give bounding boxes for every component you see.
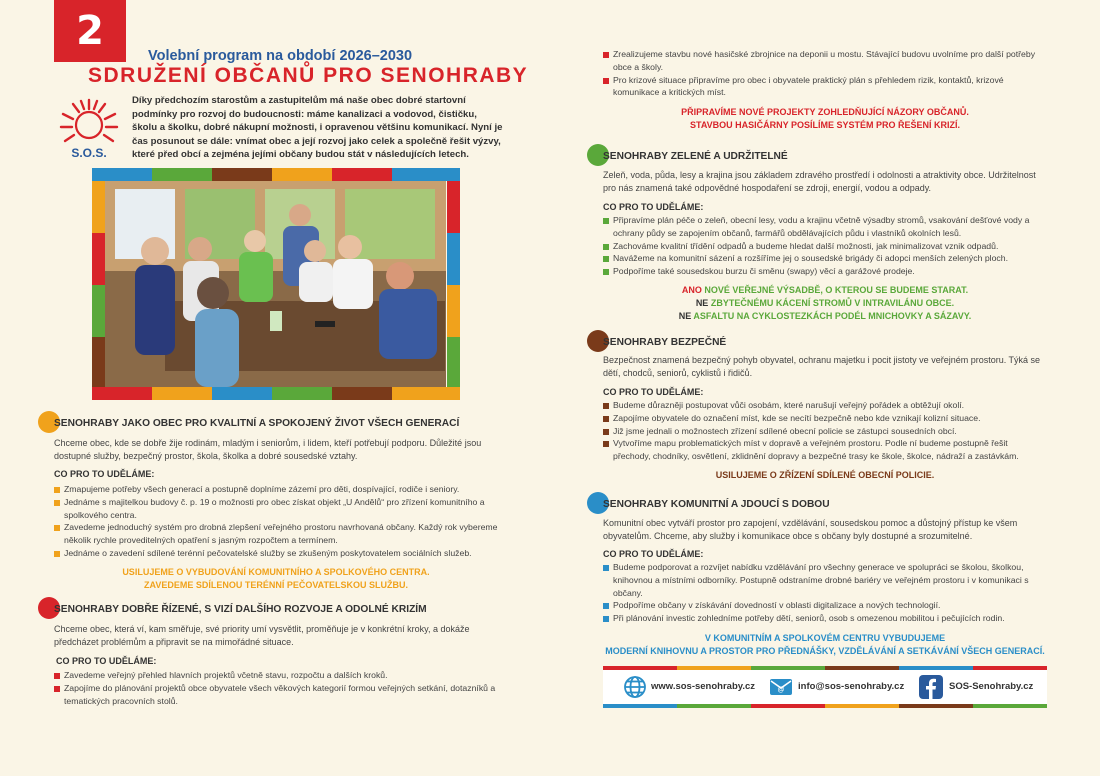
envelope-icon: [769, 675, 793, 699]
section-title: SENOHRABY BEZPEČNÉ: [603, 337, 727, 348]
section-green-heading: [603, 151, 788, 162]
list-item: Vytvoříme mapu problematických míst v dopravě a veřejném prostoru. Podle ní budeme postupně řešit přechody, chodníky, osvětlení, zklidnění dopravy a bezpečné trasy ke škole, školce, nádraží a zastávkám.: [603, 437, 1047, 463]
group-photo: [105, 181, 446, 387]
section-paragraph: Zeleň, voda, půda, lesy a krajina jsou základem zdravého prostředí i odolnosti a atraktivity obce. Udržitelnost pro nás znamená také odpovědné hospodaření se zdroji, energií, vodou a odpady.: [603, 170, 1036, 193]
section-bullet-list: [603, 561, 1047, 625]
callout-yes: ANO: [681, 285, 702, 295]
list-item: Podpoříme také sousedskou burzu či směnu (swapy) věcí a garážové prodeje.: [603, 265, 1047, 278]
section-community-heading: [603, 499, 830, 510]
list-item: Zrealizujeme stavbu nové hasičské zbrojnice na deponii u mostu. Stávající budovu uvolníme pro další potřeby obce a školy.: [603, 48, 1047, 74]
section-bullet-list: [54, 669, 498, 707]
section-paragraph: Chceme obec, kde se dobře žije rodinám, mladým i seniorům, i lidem, kteří potřebují podporu. Důležité jsou dostupné služby, bezpečný prostor, škola, školka a dobré sousedské vztahy.: [54, 438, 482, 461]
section-title: SENOHRABY KOMUNITNÍ A JDOUCÍ S DOBOU: [603, 499, 830, 510]
section-bullet-list-continued: [603, 48, 1047, 99]
section-callout: [603, 632, 1047, 658]
list-item: Navážeme na komunitní sázení a rozšíříme jej o sousedské brigády či adopci menších zelených ploch.: [603, 252, 1047, 265]
list-item: Zmapujeme potřeby všech generací a postupně doplníme zázemí pro děti, dospívající, rodiče i seniory.: [54, 483, 498, 496]
svg-text:@: @: [777, 686, 785, 694]
list-item: Připravíme plán péče o zeleň, obecní lesy, vodu a krajinu včetně výsadby stromů, vsakování dešťové vody a ochrany půdy se zapojením občanů, farmářů obdělávajících půdu i vlastníků okolních lesů.: [603, 214, 1047, 240]
callout-line: V KOMUNITNÍM A SPOLKOVÉM CENTRU VYBUDUJEME: [704, 633, 946, 643]
list-item: Zavedeme veřejný přehled hlavních projektů včetně stavu, rozpočtu a dalších kroků.: [54, 669, 498, 682]
what-we-do-label: CO PRO TO UDĚLÁME:: [56, 656, 157, 666]
facebook-icon: [919, 675, 943, 699]
what-we-do-label: CO PRO TO UDĚLÁME:: [54, 469, 155, 479]
section-paragraph: Komunitní obec vytváří prostor pro zapojení, vzdělávání, sousedskou pomoc a důstojný přístup ke všem obyvatelům. Chceme, aby služby i komunikace obce s občany byly dostupné a srozumitelné.: [603, 518, 1018, 541]
section-bullet-list: [54, 483, 498, 560]
callout-line: PŘIPRAVÍME NOVÉ PROJEKTY ZOHLEDŇUJÍCÍ NÁZORY OBČANŮ.: [681, 107, 969, 117]
callout-line: ZBYTEČNÉMU KÁCENÍ STROMŮ V INTRAVILÁNU OBCE.: [710, 298, 955, 308]
section-title: SENOHRABY DOBŘE ŘÍZENÉ, S VIZÍ DALŠÍHO ROZVOJE A ODOLNÉ KRIZÍM: [54, 604, 427, 615]
section-title: SENOHRABY ZELENÉ A UDRŽITELNÉ: [603, 151, 788, 162]
what-we-do-label: CO PRO TO UDĚLÁME:: [603, 202, 704, 212]
callout-line: USILUJEME O VYBUDOVÁNÍ KOMUNITNÍHO A SPOLKOVÉHO CENTRA.: [122, 567, 430, 577]
what-we-do-label: CO PRO TO UDĚLÁME:: [603, 387, 704, 397]
list-item: Jednáme o zavedení sdílené terénní pečovatelské služby se zkušeným poskytovatelem sociálních služeb.: [54, 547, 498, 560]
program-subtitle: Volební program na období 2026–2030: [148, 48, 413, 64]
callout-line: ZAVEDEME SDÍLENOU TERÉNNÍ PEČOVATELSKOU SLUŽBU.: [143, 580, 408, 590]
facebook-link[interactable]: SOS-Senohraby.cz: [949, 681, 1034, 692]
list-item: Budeme důrazněji postupovat vůči osobám, které narušují veřejný pořádek a obtěžují okolí.: [603, 399, 1047, 412]
sos-logo: [50, 95, 128, 163]
section-callout: [603, 469, 1047, 482]
section-paragraph: Bezpečnost znamená bezpečný pohyb obyvatel, ochranu majetku i pocit jistoty ve veřejném prostoru. Týká se dětí, chodců, seniorů, cyklistů i řidičů.: [603, 355, 1041, 378]
what-we-do-label: CO PRO TO UDĚLÁME:: [603, 549, 704, 559]
page-title: SDRUŽENÍ OBČANŮ PRO SENOHRABY: [88, 64, 529, 87]
callout-no: NE: [678, 311, 692, 321]
list-item: Zapojíme obyvatele do označení míst, kde se necítí bezpečně nebo kde vznikají kolizní situace.: [603, 412, 1047, 425]
list-item: Podpoříme občany v získávání dovedností v oblasti digitalizace a nových technologií.: [603, 599, 1047, 612]
section-paragraph: Chceme obec, která ví, kam směřuje, své priority umí vysvětlit, proměňuje je v konkrétní kroky, a dokáže předcházet problémům a připravit se na mimořádné situace.: [54, 624, 470, 647]
page-number: 2: [54, 0, 126, 62]
section-governance-heading: [54, 604, 427, 615]
section-callout: [603, 284, 1047, 323]
logo-text: S.O.S.: [71, 146, 107, 160]
list-item: Již jsme jednali o možnostech zřízení sdílené obecní policie se zástupci sousedních obcí.: [603, 425, 1047, 438]
website-link[interactable]: www.sos-senohraby.cz: [651, 681, 755, 692]
list-item: Zachováme kvalitní třídění odpadů a budeme hledat další možnosti, jak minimalizovat vznik odpadů.: [603, 240, 1047, 253]
list-item: Při plánování investic zohledníme potřeby dětí, seniorů, osob s omezenou mobilitou i pečujících rodin.: [603, 612, 1047, 625]
callout-line: USILUJEME O ZŘÍZENÍ SDÍLENÉ OBECNÍ POLICIE.: [715, 470, 935, 480]
globe-icon: [623, 675, 647, 699]
callout-no: NE: [695, 298, 709, 308]
email-link[interactable]: info@sos-senohraby.cz: [798, 681, 905, 692]
section-title: SENOHRABY JAKO OBEC PRO KVALITNÍ A SPOKOJENÝ ŽIVOT VŠECH GENERACÍ: [54, 418, 460, 429]
list-item: Zapojíme do plánování projektů obce obyvatele všech věkových kategorií formou veřejných setkání, dotazníků a tematických pracovních stolů.: [54, 682, 498, 708]
callout-line: MODERNÍ KNIHOVNU A PROSTOR PRO PŘEDNÁŠKY, VZDĚLÁVÁNÍ A SETKÁVÁNÍ VŠECH GENERACÍ.: [605, 646, 1045, 656]
callout-line: STAVBOU HASIČÁRNY POSÍLÍME SYSTÉM PRO ŘEŠENÍ KRIZÍ.: [689, 120, 961, 130]
section-quality-of-life-heading: [54, 418, 459, 429]
intro-text: Díky předchozím starostům a zastupitelům má naše obec dobré startovní podmínky pro rozvoj do budoucnosti: máme kanalizaci a vodovod, čističku, školu a školku, dobré nákupní možnosti, i opravenou většinu komunikací. Nyní je čas posunout se dále: vnímat obec a její rozvoj jako celek a společně řešit výzvy, které před obcí a zejména jejími občany budou stát v následujících letech.: [132, 95, 503, 161]
list-item: Budeme podporovat a rozvíjet nabídku vzdělávání pro všechny generace ve spolupráci se školou, školkou, knihovnou a místními odborníky. Postupně odstraníme drobné bariéry ve veřejném prostoru i v komunikaci s občany.: [603, 561, 1047, 599]
list-item: Pro krizové situace připravíme pro obec i obyvatele praktický plán s přehledem rizik, kontaktů, krizové komunikace a kritických míst.: [603, 74, 1047, 100]
section-bullet-list: [603, 399, 1047, 463]
section-bullet-list: [603, 214, 1047, 278]
list-item: Jednáme s majitelkou budovy č. p. 19 o možnosti pro obec získat objekt „U Andělů“ pro zřízení komunitního a spolkového centra.: [54, 496, 498, 522]
contact-footer: [603, 666, 1047, 708]
section-callout: [603, 106, 1047, 132]
callout-line: ASFALTU NA CYKLOSTEZKÁCH PODÉL MNICHOVKY A SÁZAVY.: [693, 311, 972, 321]
callout-line: NOVÉ VEŘEJNÉ VÝSADBĚ, O KTEROU SE BUDEME STARAT.: [704, 285, 969, 295]
list-item: Zavedeme jednoduchý systém pro drobná zlepšení veřejného prostoru navrhovaná občany. Každý rok vybereme několik rychle proveditelných opatření s jasným rozpočtem a termínem.: [54, 521, 498, 547]
section-safety-heading: [603, 337, 726, 348]
section-callout: [54, 566, 498, 592]
